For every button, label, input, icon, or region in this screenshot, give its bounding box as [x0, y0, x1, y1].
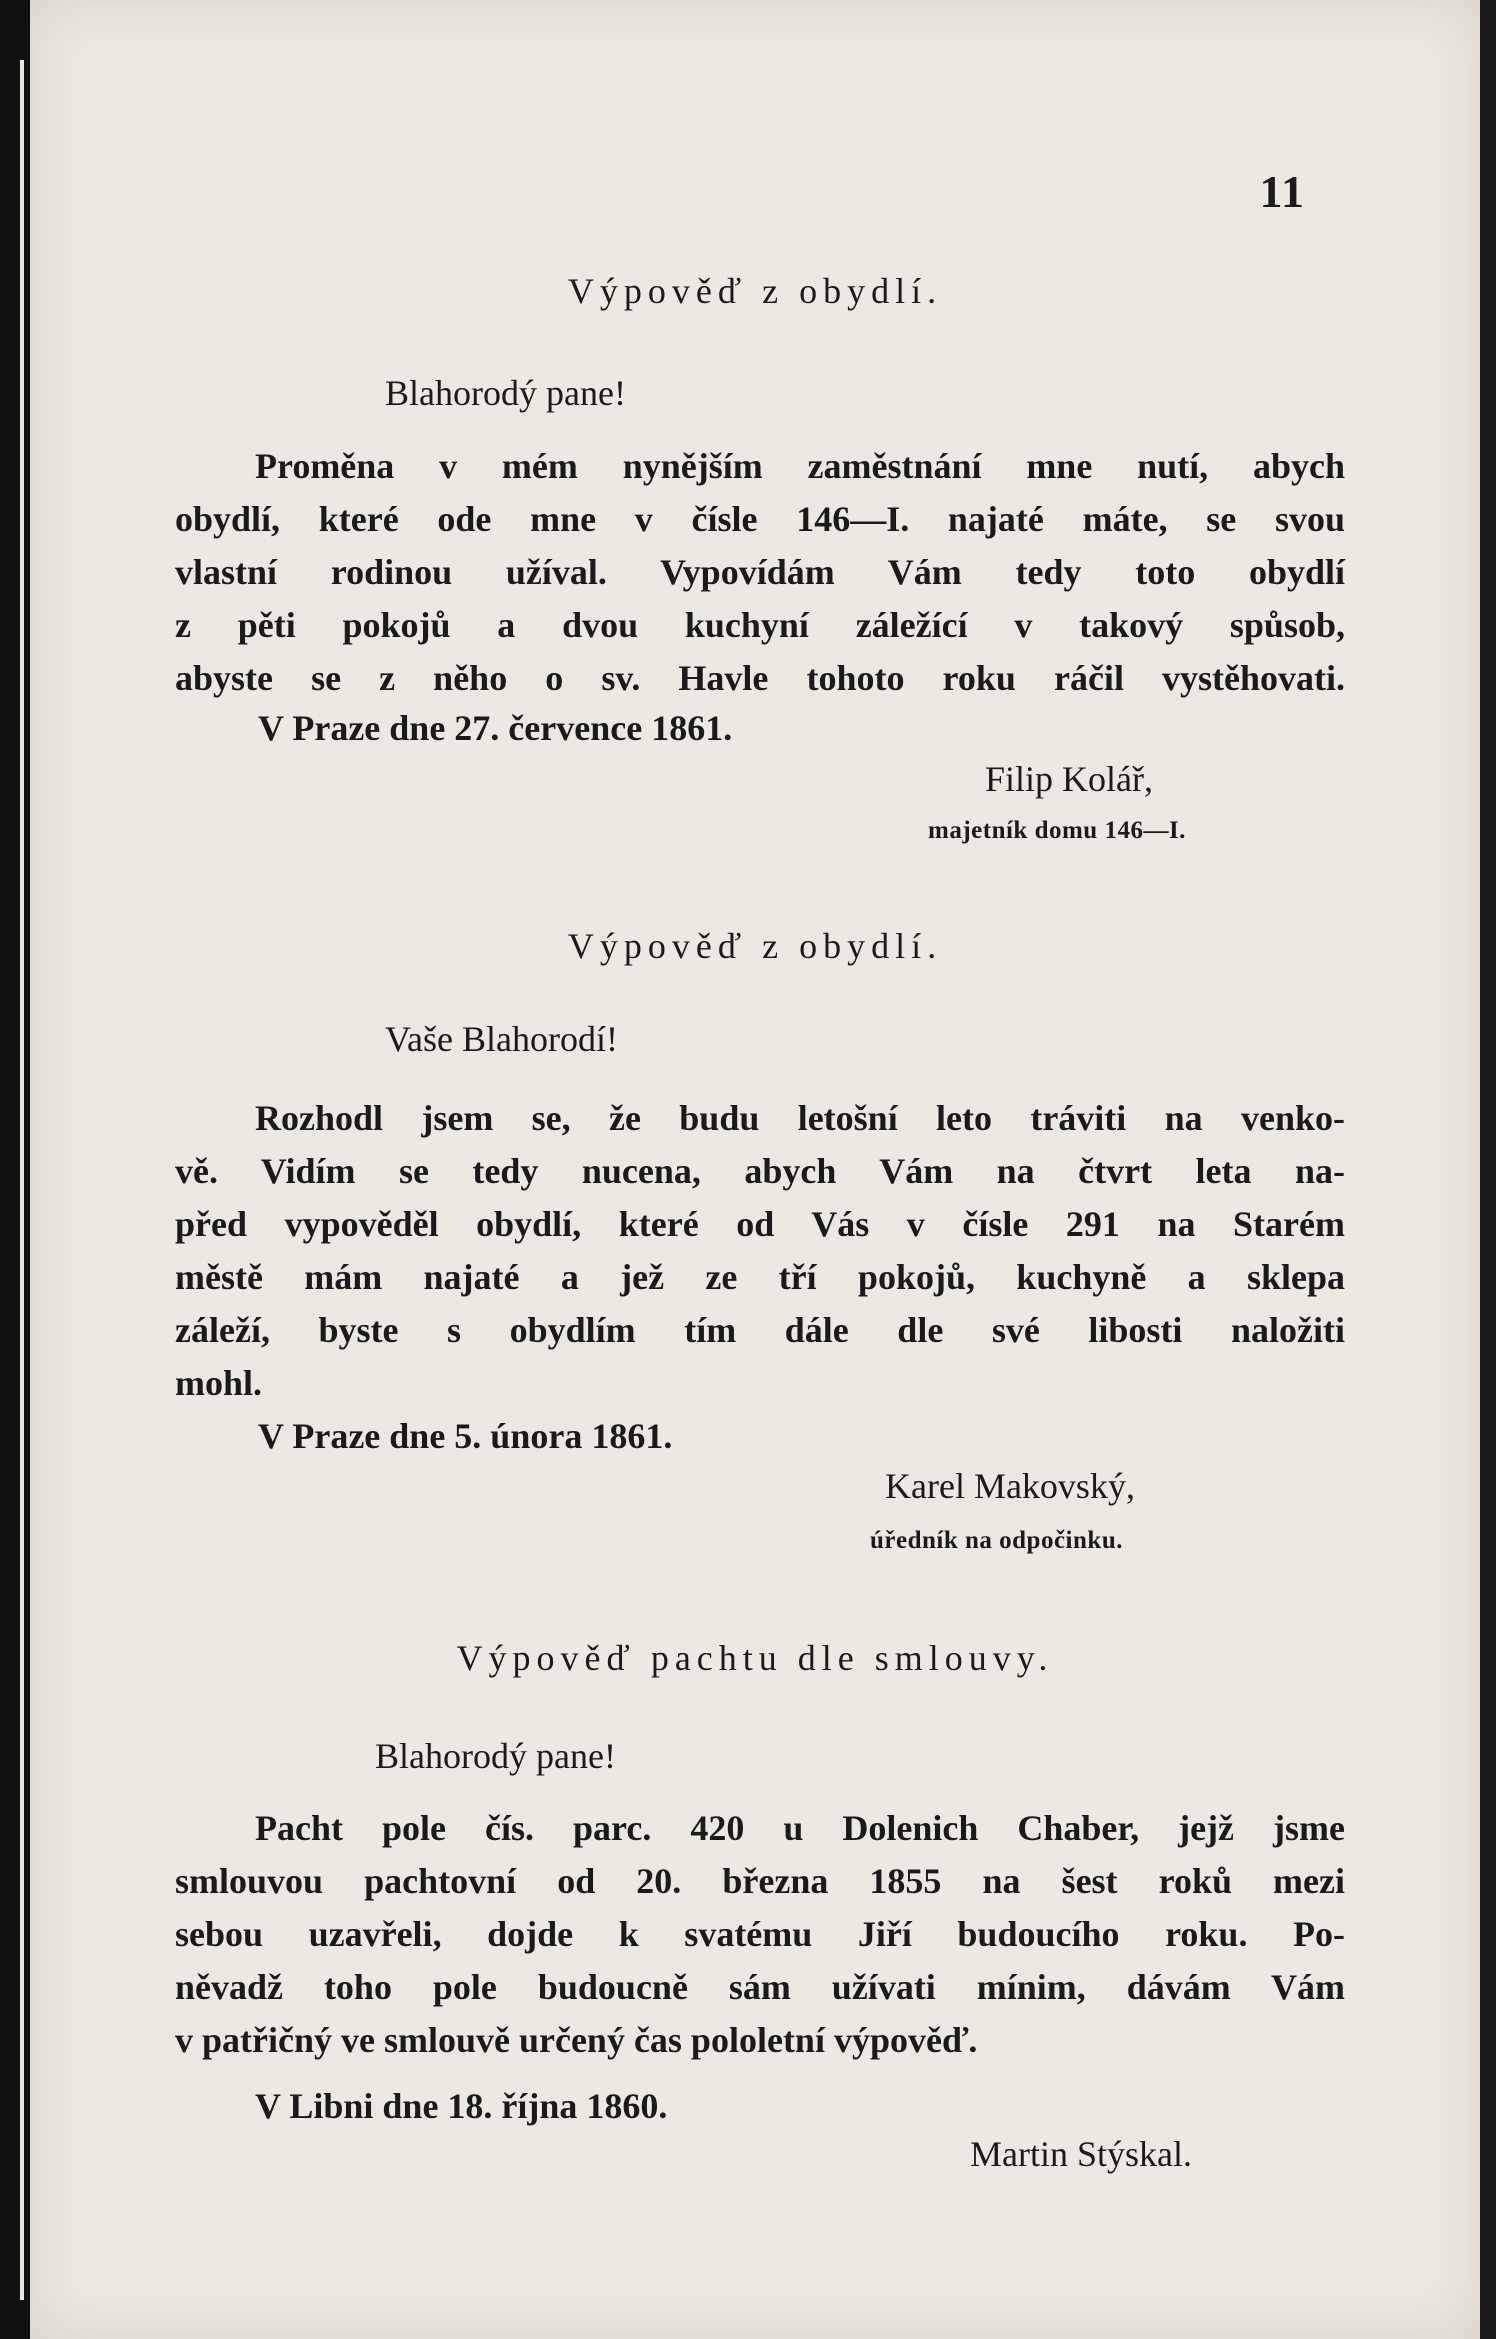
letter-1-line-2: obydlí, které ode mne v čísle 146—I. najaté máte, se svou [175, 499, 1345, 539]
letter-2-signature-name: Karel Makovský, [885, 1466, 1135, 1506]
letter-3-salutation: Blahorodý pane! [375, 1736, 616, 1776]
letter-2-signature-title: úředník na odpočinku. [870, 1527, 1123, 1554]
letter-3-body [175, 1802, 1345, 2067]
letter-3-date: V Libni dne 18. října 1860. [255, 2086, 668, 2126]
letter-2-line-1: Rozhodl jsem se, že budu letošní leto tráviti na venko- [255, 1098, 1345, 1138]
letter-2-line-3: před vypověděl obydlí, které od Vás v čísle 291 na Starém [175, 1204, 1345, 1244]
letter-2-heading: Výpověď z obydlí. [567, 926, 943, 966]
letter-3-line-5: v patřičný ve smlouvě určený čas pololetní výpověď. [175, 2020, 978, 2060]
letter-1-line-4: z pěti pokojů a dvou kuchyní záležící v takový spůsob, [175, 605, 1345, 645]
letter-3-line-4: něvadž toho pole budoucně sám užívati mínim, dávám Vám [175, 1967, 1345, 2007]
letter-1-signature-title: majetník domu 146—I. [928, 817, 1186, 844]
letter-3-line-3: sebou uzavřeli, dojde k svatému Jiří budoucího roku. Po- [175, 1914, 1345, 1954]
letter-2-line-4: městě mám najaté a jež ze tří pokojů, kuchyně a sklepa [175, 1257, 1345, 1297]
letter-1-heading: Výpověď z obydlí. [567, 271, 943, 311]
page-number: 11 [1259, 166, 1305, 217]
letter-3-signature-name: Martin Stýskal. [970, 2134, 1192, 2174]
letter-1-line-1: Proměna v mém nynějším zaměstnání mne nutí, abych [255, 446, 1345, 486]
letter-3-heading: Výpověď pachtu dle smlouvy. [456, 1638, 1054, 1678]
letter-3-line-1: Pacht pole čís. parc. 420 u Dolenich Chaber, jejž jsme [255, 1808, 1345, 1848]
letter-1-body [175, 440, 1345, 705]
letter-1-line-5: abyste se z něho o sv. Havle tohoto roku ráčil vystěhovati. [175, 658, 1345, 698]
letter-1-line-3: vlastní rodinou užíval. Vypovídám Vám tedy toto obydlí [175, 552, 1345, 592]
letter-2-line-6: mohl. [175, 1363, 263, 1403]
scan-left-edge [0, 0, 30, 2339]
letter-2-line-5: záleží, byste s obydlím tím dále dle své libosti naložiti [175, 1310, 1345, 1350]
letter-1-salutation: Blahorodý pane! [385, 373, 626, 413]
letter-2-body [175, 1092, 1345, 1410]
document-page [30, 0, 1480, 2339]
letter-1-signature-name: Filip Kolář, [985, 759, 1153, 799]
letter-2-line-2: vě. Vidím se tedy nucena, abych Vám na čtvrt leta na- [175, 1151, 1345, 1191]
letter-2-salutation: Vaše Blahorodí! [385, 1019, 618, 1059]
letter-1-date: V Praze dne 27. července 1861. [258, 708, 733, 748]
letter-3-line-2: smlouvou pachtovní od 20. března 1855 na šest roků mezi [175, 1861, 1345, 1901]
letter-2-date: V Praze dne 5. února 1861. [258, 1416, 673, 1456]
